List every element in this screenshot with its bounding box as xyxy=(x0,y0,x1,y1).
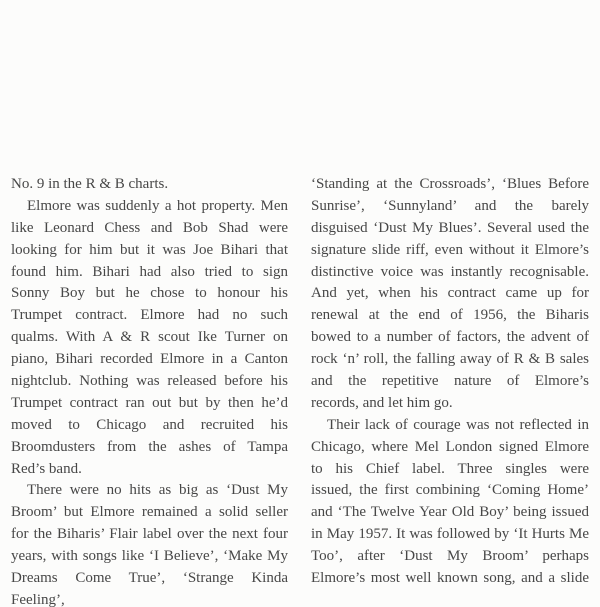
text-line: renewal at the end of 1956, the Biharis xyxy=(311,307,589,324)
text-line: Elmore was suddenly a hot property. Men xyxy=(27,197,288,214)
text-line: Trumpet contract. Elmore had no such xyxy=(11,307,288,324)
text-line: found him. Bihari had also tried to sign xyxy=(11,263,288,280)
text-line: to his Chief label. Three singles were xyxy=(311,460,589,477)
text-line: moved to Chicago and recruited his xyxy=(11,416,288,433)
text-line: disguised ‘Dust My Blues’. Several used the xyxy=(311,219,589,236)
text-line: Too’, after ‘Dust My Broom’ perhaps xyxy=(311,548,589,565)
right-text-column xyxy=(311,174,589,590)
text-line: rock ‘n’ roll, the falling away of R & B sales xyxy=(311,351,589,368)
text-line: records, and let him go. xyxy=(311,394,453,411)
text-line: Their lack of courage was not reflected in xyxy=(327,416,589,433)
text-line: ‘Standing at the Crossroads’, ‘Blues Before xyxy=(311,176,589,192)
text-line: and the repetitive nature of Elmore’s xyxy=(311,373,589,390)
text-line: distinctive voice was instantly recognisable. xyxy=(311,263,589,280)
text-line: Red’s band. xyxy=(11,460,82,477)
text-line: looking for him but it was Joe Bihari that xyxy=(11,241,288,258)
text-line: And yet, when his contract came up for xyxy=(311,285,589,302)
text-line: nightclub. Nothing was released before his xyxy=(11,373,288,390)
text-line: piano, Bihari recorded Elmore in a Canton xyxy=(11,351,288,368)
text-line: Chicago, where Mel London signed Elmore xyxy=(311,438,589,455)
text-line: Sonny Boy but he chose to honour his xyxy=(11,285,288,302)
text-line: qualms. With A & R scout Ike Turner on xyxy=(11,329,288,346)
text-line: Dreams Come True’, ‘Strange Kinda Feeling’, xyxy=(11,570,288,607)
text-line: Broom’ but Elmore remained a solid seller xyxy=(11,504,288,521)
text-line: like Leonard Chess and Bob Shad were xyxy=(11,219,288,236)
text-line: Broomdusters from the ashes of Tampa xyxy=(11,438,288,455)
text-line: in May 1957. It was followed by ‘It Hurts Me xyxy=(311,526,589,543)
text-line: years, with songs like ‘I Believe’, ‘Make My xyxy=(11,548,288,565)
text-line: Trumpet contract ran out but by then he’d xyxy=(11,394,288,411)
text-line: There were no hits as big as ‘Dust My xyxy=(27,482,288,499)
text-line: bowed to a number of factors, the advent of xyxy=(311,329,589,346)
text-line: signature slide riff, even without it Elmore’s xyxy=(311,241,589,258)
text-line: issued, the first combining ‘Coming Home’ xyxy=(311,482,589,499)
text-line: and ‘The Twelve Year Old Boy’ being issued xyxy=(311,504,589,521)
text-line: Sunrise’, ‘Sunnyland’ and the barely xyxy=(311,197,589,214)
left-text-column xyxy=(11,174,288,607)
text-line: for the Biharis’ Flair label over the next four xyxy=(11,526,288,543)
text-line: Elmore’s most well known song, and a slide xyxy=(311,570,589,587)
text-line: No. 9 in the R & B charts. xyxy=(11,176,169,192)
